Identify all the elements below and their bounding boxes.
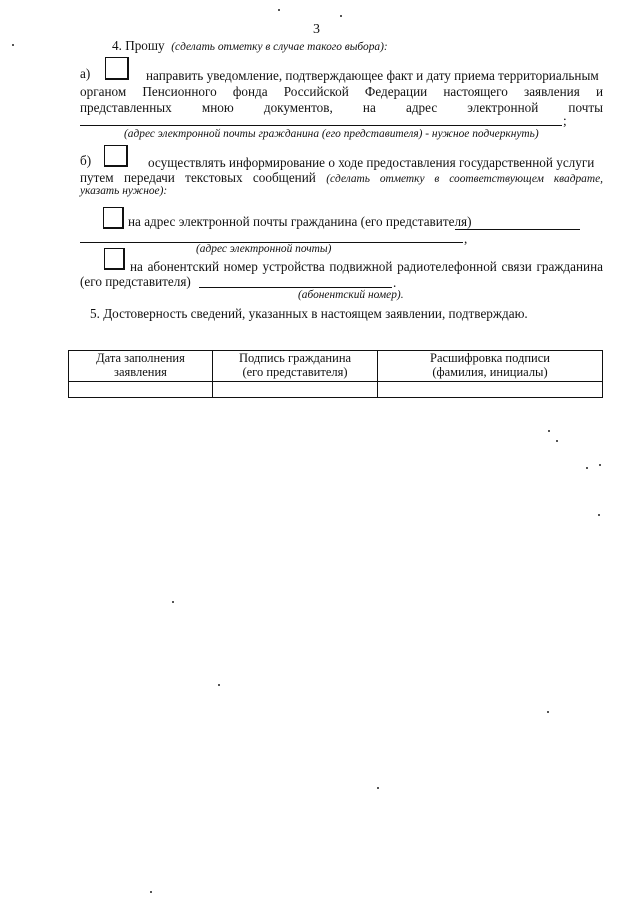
scan-speck — [586, 467, 588, 469]
item4-note: (сделать отметку в случае такого выбора): — [171, 41, 388, 53]
email-checkbox[interactable] — [103, 207, 124, 229]
phone-number-line[interactable] — [199, 287, 392, 288]
email-line-end: , — [464, 231, 468, 246]
option-a-line2: органом Пенсионного фонда Российской Федерации настоящего заявления и — [80, 84, 603, 99]
phone-option-line2: (его представителя) — [80, 274, 191, 289]
scan-speck — [548, 430, 550, 432]
scan-speck — [218, 684, 220, 686]
option-a-line1: направить уведомление, подтверждающее факт и дату приема территориальным — [146, 68, 599, 83]
item5-text: 5. Достоверность сведений, указанных в настоящем заявлении, подтверждаю. — [90, 306, 528, 321]
scan-speck — [340, 15, 342, 17]
option-a-email-line[interactable] — [80, 125, 562, 126]
item4-heading — [112, 38, 388, 54]
header-fill-date — [69, 351, 213, 382]
signature-table — [68, 350, 603, 398]
option-a-line3: представленных мною документов, на адрес электронной почты — [80, 100, 603, 115]
email-caption: (адрес электронной почты) — [196, 243, 332, 255]
option-b-line2-text: путем передачи текстовых сообщений — [80, 170, 316, 185]
fill-date-cell[interactable] — [69, 382, 213, 398]
scan-speck — [377, 787, 379, 789]
option-b-line1: осуществлять информирование о ходе предоставления государственной услуги — [148, 155, 595, 170]
header-signature-line1: Подпись гражданина — [238, 351, 352, 365]
option-a-marker: а) — [80, 66, 91, 81]
email-option-label: на адрес электронной почты гражданина (его представителя) — [128, 214, 472, 229]
signature-decoding-cell[interactable] — [378, 382, 603, 398]
header-signature-decoding-line1: Расшифровка подписи — [430, 351, 550, 365]
email-address-line-1[interactable] — [455, 229, 580, 230]
phone-caption: (абонентский номер). — [298, 289, 404, 301]
table-header-row — [69, 351, 603, 382]
option-b-line2 — [80, 170, 603, 186]
page-number: 3 — [313, 22, 320, 37]
header-signature — [213, 351, 378, 382]
signature-cell[interactable] — [213, 382, 378, 398]
header-signature-decoding — [378, 351, 603, 382]
scan-speck — [556, 440, 558, 442]
header-fill-date-line2: заявления — [114, 365, 167, 379]
option-b-checkbox[interactable] — [104, 145, 128, 167]
option-a-caption: (адрес электронной почты гражданина (его представителя) - нужное подчеркнуть) — [124, 128, 539, 140]
scan-speck — [12, 44, 14, 46]
scan-speck — [547, 711, 549, 713]
phone-line-end: . — [393, 275, 397, 290]
option-b-marker: б) — [80, 153, 92, 168]
option-a-line-end: ; — [563, 113, 567, 128]
scan-speck — [278, 9, 280, 11]
scan-speck — [599, 464, 601, 466]
phone-checkbox[interactable] — [104, 248, 125, 270]
header-signature-decoding-line2: (фамилия, инициалы) — [432, 365, 548, 379]
scan-speck — [598, 514, 600, 516]
header-fill-date-line1: Дата заполнения — [96, 351, 185, 365]
scan-speck — [172, 601, 174, 603]
option-b-line2-note: (сделать отметку в соответствующем квадрате, — [326, 173, 603, 185]
phone-option-line1: на абонентский номер устройства подвижной радиотелефонной связи гражданина — [130, 259, 603, 274]
option-b-line3-note: указать нужное): — [80, 185, 168, 197]
item4-label: 4. Прошу — [112, 38, 165, 53]
table-row — [69, 382, 603, 398]
option-a-checkbox[interactable] — [105, 57, 129, 80]
header-signature-line2: (его представителя) — [242, 365, 348, 379]
scan-speck — [150, 891, 152, 893]
